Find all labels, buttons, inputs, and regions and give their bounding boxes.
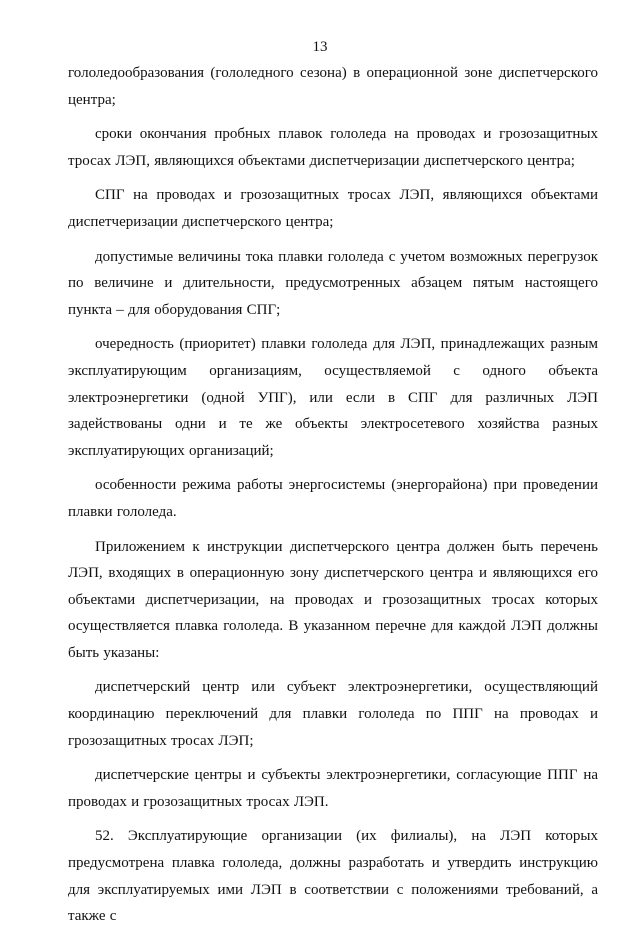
paragraph: сроки окончания пробных плавок гололеда на проводах и грозозащитных тросах ЛЭП, являющихся объектами диспетчеризации диспетчерского центра; — [68, 126, 598, 169]
paragraph: очередность (приоритет) плавки гололеда для ЛЭП, принадлежащих разным эксплуатирующим организациям, осуществляемой с одного объекта электроэнергетики (одной УПГ), или если в СПГ для различных ЛЭП задействованы одни и те же объекты электросетевого хозяйства разных эксплуатирующих организаций; — [68, 336, 598, 459]
paragraph: особенности режима работы энергосистемы (энергорайона) при проведении плавки гололеда. — [68, 477, 598, 520]
paragraph: Приложением к инструкции диспетчерского центра должен быть перечень ЛЭП, входящих в операционную зону диспетчерского центра и являющихся его объектами диспетчеризации, на проводах и грозозащитных тросах которых осуществляется плавка гололеда. В указанном перечне для каждой ЛЭП должны быть указаны: — [68, 538, 598, 661]
paragraph: СПГ на проводах и грозозащитных тросах ЛЭП, являющихся объектами диспетчеризации диспетчерского центра; — [68, 187, 598, 230]
document-body — [68, 60, 598, 938]
paragraph: 52. Эксплуатирующие организации (их филиалы), на ЛЭП которых предусмотрена плавка гололеда, должны разработать и утвердить инструкцию для эксплуатируемых ими ЛЭП в соответствии с положениями требований, а также с — [68, 828, 598, 925]
paragraph: гололедообразования (гололедного сезона) в операционной зоне диспетчерского центра; — [68, 65, 598, 108]
paragraph: диспетчерский центр или субъект электроэнергетики, осуществляющий координацию переключений для плавки гололеда по ППГ на проводах и грозозащитных тросах ЛЭП; — [68, 679, 598, 749]
page-number: 13 — [312, 39, 328, 55]
paragraph: диспетчерские центры и субъекты электроэнергетики, согласующие ППГ на проводах и грозозащитных тросах ЛЭП. — [68, 767, 598, 810]
paragraph: допустимые величины тока плавки гололеда с учетом возможных перегрузок по величине и длительности, предусмотренных абзацем пятым настоящего пункта – для оборудования СПГ; — [68, 248, 598, 318]
